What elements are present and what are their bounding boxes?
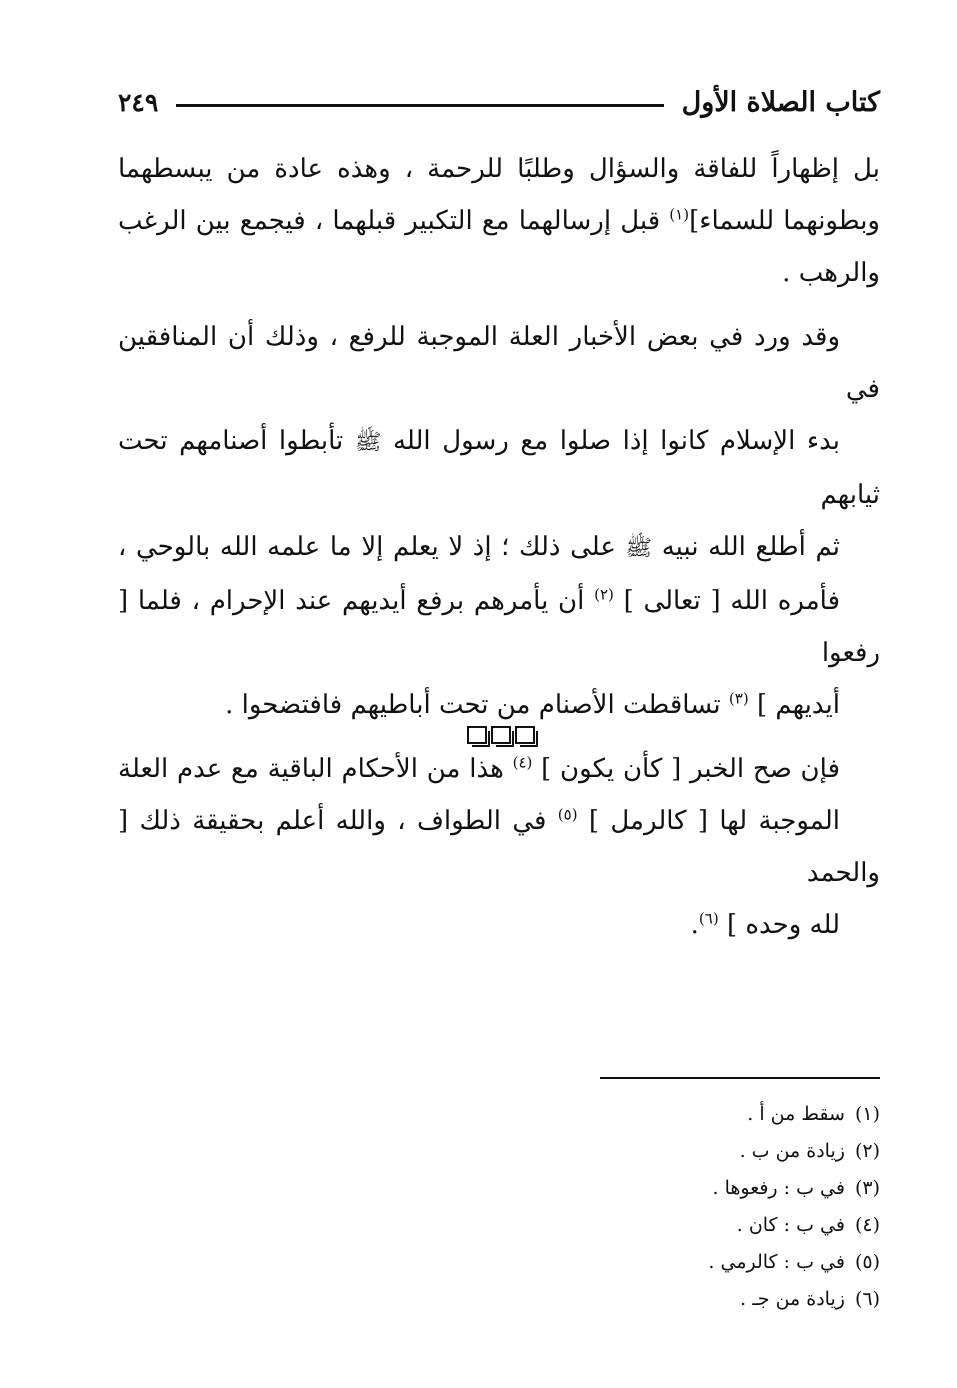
running-title: كتاب الصلاة الأول	[681, 86, 880, 118]
ornament-square-icon	[491, 726, 511, 744]
footnote-ref: (٦)	[698, 909, 719, 928]
footnote-ref: (٤)	[512, 753, 533, 772]
footnote-ref: (٥)	[557, 805, 578, 824]
text-run: فإن صح الخبر [ كأن يكون ]	[532, 754, 840, 784]
text-line	[118, 679, 880, 731]
salutation-glyph: ﷺ	[625, 536, 653, 561]
text-line	[118, 899, 880, 951]
footnote-item	[480, 1244, 880, 1281]
text-run: قبل إرسالهما مع التكبير قبلهما ، فيجمع بين الرغب	[118, 206, 670, 236]
footnotes	[480, 1096, 880, 1318]
page-header	[118, 82, 880, 122]
text-run: أن يأمرهم برفع أيديهم عند الإحرام ، فلما [ رفعوا	[118, 586, 880, 668]
footnote-text: زيادة من جـ .	[740, 1288, 845, 1310]
text-run: بدء الإسلام كانوا إذا صلوا مع رسول الله	[381, 426, 840, 456]
footnote-number: (٦)	[854, 1288, 880, 1310]
footnote-item	[480, 1096, 880, 1133]
text-line	[118, 311, 880, 415]
text-run: والرهب .	[782, 258, 880, 288]
footnote-text: في ب : كالرمي .	[708, 1251, 845, 1273]
text-line	[118, 575, 880, 679]
section-end-ornament	[466, 726, 536, 748]
text-run: ثم أطلع الله نبيه	[652, 532, 840, 562]
text-run: .	[690, 910, 699, 940]
main-text	[118, 143, 880, 963]
footnote-text: سقط من أ .	[747, 1103, 845, 1125]
header-rule	[176, 104, 663, 107]
paragraph-3	[118, 743, 880, 951]
footnote-number: (٣)	[854, 1177, 880, 1199]
text-run: تساقطت الأصنام من تحت أباطيهم فافتضحوا .	[225, 690, 729, 720]
footnote-text: في ب : كان .	[736, 1214, 845, 1236]
page-number: ٢٤٩	[118, 87, 159, 117]
salutation-glyph: ﷺ	[354, 430, 382, 455]
footnote-number: (١)	[854, 1103, 880, 1125]
text-line	[118, 743, 880, 795]
footnote-item	[480, 1281, 880, 1318]
text-run: الموجبة لها [ كالرمل ]	[577, 806, 840, 836]
paragraph-2	[118, 311, 880, 731]
footnote-number: (٤)	[854, 1214, 880, 1236]
footnote-text: في ب : رفعوها .	[712, 1177, 845, 1199]
footnote-item	[480, 1207, 880, 1244]
footnote-item	[480, 1133, 880, 1170]
ornament-square-icon	[515, 726, 535, 744]
text-run: فأمره الله [ تعالى ]	[613, 586, 840, 616]
paragraph-1	[118, 143, 880, 299]
text-run: وقد ورد في بعض الأخبار العلة الموجبة للرفع ، وذلك أن المنافقين في	[118, 322, 880, 404]
footnote-text: زيادة من ب .	[739, 1140, 845, 1162]
text-line	[118, 521, 880, 575]
text-run: على ذلك ؛ إذ لا يعلم إلا ما علمه الله بالوحي ،	[118, 532, 626, 562]
footnote-ref: (١)	[669, 205, 690, 224]
footnote-item	[480, 1170, 880, 1207]
text-line	[118, 415, 880, 521]
text-run: في الطواف ، والله أعلم بحقيقة ذلك [ والحمد	[118, 806, 880, 888]
footnote-number: (٥)	[854, 1251, 880, 1273]
text-line	[118, 143, 880, 195]
text-run: وبطونهما للسماء]	[689, 206, 880, 236]
text-run: هذا من الأحكام الباقية مع عدم العلة	[118, 754, 513, 784]
footnote-ref: (٢)	[594, 585, 614, 604]
text-line	[118, 195, 880, 247]
text-run: تأبطوا أصنامهم تحت ثيابهم	[118, 426, 880, 510]
footnote-ref: (٣)	[728, 689, 749, 708]
text-run: أيديهم ]	[748, 690, 840, 720]
text-line	[118, 247, 880, 299]
ornament-square-icon	[467, 726, 487, 744]
text-run: لله وحده ]	[718, 910, 840, 940]
footnote-number: (٢)	[854, 1140, 880, 1162]
text-line	[118, 795, 880, 899]
text-run: بل إظهاراً للفاقة والسؤال وطلبًا للرحمة ، وهذه عادة من يبسطهما	[118, 154, 880, 184]
footnote-separator	[600, 1077, 880, 1079]
